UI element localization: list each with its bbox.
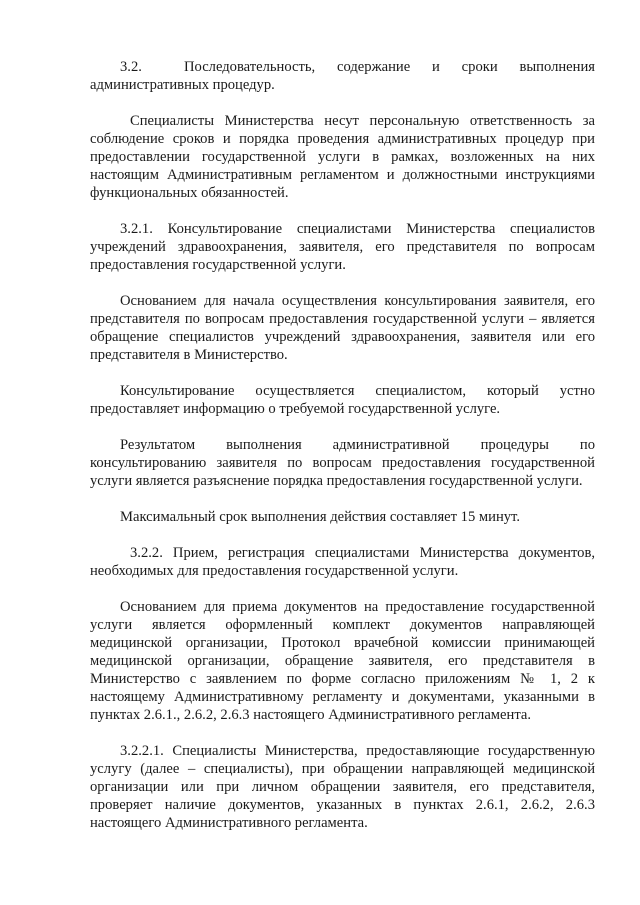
- section-number: 3.2.: [120, 59, 142, 75]
- paragraph-3-2-2: 3.2.2. Прием, регистрация специалистами Министерства документов, необходимых для предоставления государственной услуги.: [90, 545, 595, 579]
- document-page: [90, 58, 595, 832]
- section-title-line2: административных процедур.: [90, 77, 275, 93]
- paragraph-consult-result: Результатом выполнения административной процедуры по консультированию заявителя по вопросам предоставления государственной услуги является разъяснение порядка предоставления государственной услуги.: [90, 437, 595, 489]
- section-title-line1: Последовательность, содержание и сроки выполнения: [184, 59, 595, 75]
- paragraph-reception-basis: Основанием для приема документов на предоставление государственной услуги является оформленный комплект документов направляющей медицинской организации, Протокол врачебной комиссии принимающей медицинской организации, обращение заявителя, его представителя в Министерство с заявлением по форме согласно приложениям № 1, 2 к настоящему Административному регламенту и документами, указанными в пунктах 2.6.1., 2.6.2, 2.6.3 настоящего Административного регламента.: [90, 599, 595, 723]
- paragraph-consult-basis: Основанием для начала осуществления консультирования заявителя, его представителя по вопросам предоставления государственной услуги – является обращение специалистов учреждений здравоохранения, заявителя или его представителя в Министерство.: [90, 293, 595, 363]
- section-heading: [90, 58, 595, 76]
- paragraph-3-2-2-1: 3.2.2.1. Специалисты Министерства, предоставляющие государственную услугу (далее – специалисты), при обращении направляющей медицинской организации или при личном обращении заявителя, его представителя, проверяет наличие документов, указанных в пунктах 2.6.1, 2.6.2, 2.6.3 настоящего Административного регламента.: [90, 743, 595, 831]
- paragraph-consult-process: Консультирование осуществляется специалистом, который устно предоставляет информацию о требуемой государственной услуге.: [90, 383, 595, 417]
- paragraph-3-2-1: 3.2.1. Консультирование специалистами Министерства специалистов учреждений здравоохранения, заявителя, его представителя по вопросам предоставления государственной услуги.: [90, 221, 595, 273]
- paragraph-max-time: Максимальный срок выполнения действия составляет 15 минут.: [120, 509, 520, 525]
- paragraph-responsibility: Специалисты Министерства несут персональную ответственность за соблюдение сроков и порядка проведения административных процедур при предоставлении государственной услуги в рамках, возложенных на них настоящим Административным регламентом и должностными инструкциями функциональных обязанностей.: [90, 113, 595, 201]
